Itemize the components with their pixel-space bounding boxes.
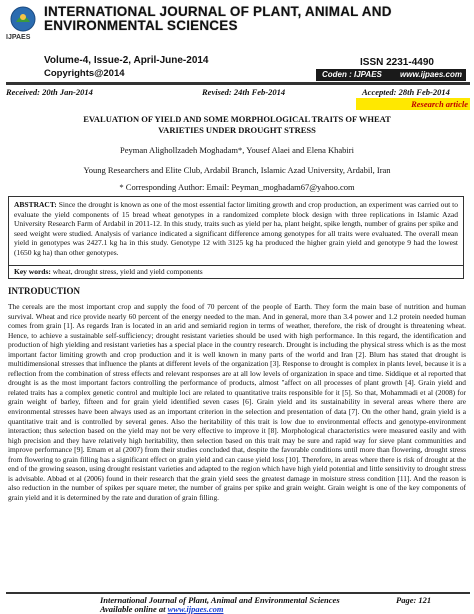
coden: Coden : IJPAES: [322, 70, 382, 79]
accepted-date: Accepted: 28th Feb-2014: [362, 87, 450, 97]
issn: ISSN 2231-4490: [360, 57, 434, 68]
revised-date: Revised: 24th Feb-2014: [202, 87, 286, 97]
online-label: Available online at: [100, 604, 166, 614]
coden-bar: [316, 69, 466, 81]
logo-text: IJPAES: [6, 34, 31, 41]
journal-title: INTERNATIONAL JOURNAL OF PLANT, ANIMAL AND ENVIRONMENTAL SCIENCES: [44, 4, 392, 33]
footer-divider: [6, 592, 470, 594]
abstract-text: Since the drought is known as one of the most essential factor limiting growth and crop production, an experiment was carried out to evaluate the yield components of 15 bread wheat genotypes in a randomized complete block design with three replications in Islamic Azad University Research Farm of Ardabil in 2011-12. In this study, traits such as yield per ha, plant height, spike length, number of grains per spike and seed weight were studied. Analysis of variance indicated a significant difference among genotypes for all traits were evaluated. The overall mean yield in genotypes was 2427.1 kg ha in this study. Genotype 12 with 3125 kg ha produced the higher grain yield and genotype 9 had the lowest (1650 kg ha) than other genotypes.: [14, 200, 459, 257]
website[interactable]: www.ijpaes.com: [400, 70, 462, 79]
received-date: Received: 20th Jan-2014: [6, 87, 93, 97]
journal-logo: [10, 6, 36, 32]
abstract-label: ABSTRACT:: [14, 200, 57, 209]
corresponding-author: * Corresponding Author: Email: Peyman_moghadam67@yahoo.com: [119, 182, 355, 192]
affiliation: Young Researchers and Elite Club, Ardabil Branch, Islamic Azad University, Ardabil, Iran: [83, 165, 391, 175]
keywords-box: [8, 265, 464, 279]
header-divider: [6, 82, 470, 85]
authors: Peyman Alighollzadeh Moghadam*, Yousef Alaei and Elena Khabiri: [120, 145, 354, 155]
volume-issue: Volume-4, Issue-2, April-June-2014: [44, 55, 209, 66]
page-number: Page: 121: [396, 595, 432, 605]
article-type-badge: Research article: [356, 98, 470, 110]
copyright: Copyrights@2014: [44, 68, 125, 79]
introduction-heading: INTRODUCTION: [8, 286, 81, 296]
introduction-text: The cereals are the most important crop and supply the food of 70 percent of the people of Earth. They form the main base of nutrition and human survival. Wheat and rice provide nearly 60 percent of the energy needed to the man. And in general, more than 3.4 power and 1.2 protein needed human comes from grain [1]. As regards Iran is located in an arid and semiarid region in terms of weather, therefore, the risk of drought is threatening wheat. Hence, to achieve a sustainable self-sufficiency; drought resistant varieties should be used with high performance. In this regard, the identification and production of high yielding and resistant varieties has a special place in the country research. Drought is including the physical stress which is as the most important factor limiting growth and crop production and it is well known in many parts of the world and Iran [2]. Blum has stated that drought is multidimensional stresses that influence the plants at different levels of the organization [3]. Response to drought is complex in plants level, because it is a reflection from the combination of stress effects and relevant responses are at all low levels of organization in space and time. Siddique et al reported that drought is as the most important factors controlling the performance of products, almost "affect on all processes of plant growth [4]. Grain yield and related traits has a complex genetic control and multiple loci are related to quantitative traits responsible for it [5]. So that, Mohammadi et al (2008) for grain weight of barley, fifteen and for grain yield identified seven cases [6]. Grain yield and its sustainability in several areas where there are environmental stresses have been always used as an important criterion in the selection and presentation of data [7]. On the other hand, grain yield is a quantitative trait and is controlled by several genes. Also the heritability of this trait is low due to environmental effects and genotype-environment interaction; thus selection based on the yield may not be very effective to improve it [8]. Morphological characteristics were measured easily and with high precision and they have relatively high heritability, then selection based on this trait may be sure and rapid way for sieve plant communities and improve performance [9]. Emam et al (2007) from their studies concluded that, despite the favorable conditions until more than flowering, drought stress from flowering to grain filling has a significant effect on grain yield and can cause yield loss [10]. Therefore, in areas where there is risk of drought at the end of the growing season, using drought resistant varieties and adapted to the region which have high yield potential and little sensitivity to drought stress is advisable. Abbad et al (2006) found in their research that the grain yield sees the greatest damage in moisture stress condition [11]. And the reason is also reduction in the number of spikes per square meter, the number of grains per spike and grain weight. Grain weight is one of the key components of grain yield and it is determined by the rate and duration of grain filling.: [8, 302, 466, 502]
footer-website-link[interactable]: www.ijpaes.com: [167, 604, 224, 614]
keywords-text: wheat, drought stress, yield and yield components: [52, 267, 203, 276]
keywords-label: Key words:: [14, 267, 51, 276]
paper-title: EVALUATION OF YIELD AND SOME MORPHOLOGICAL TRAITS OF WHEAT VARIETIES UNDER DROUGHT STRESS: [83, 114, 391, 135]
footer-journal: International Journal of Plant, Animal and Environmental Sciences: [100, 595, 340, 605]
